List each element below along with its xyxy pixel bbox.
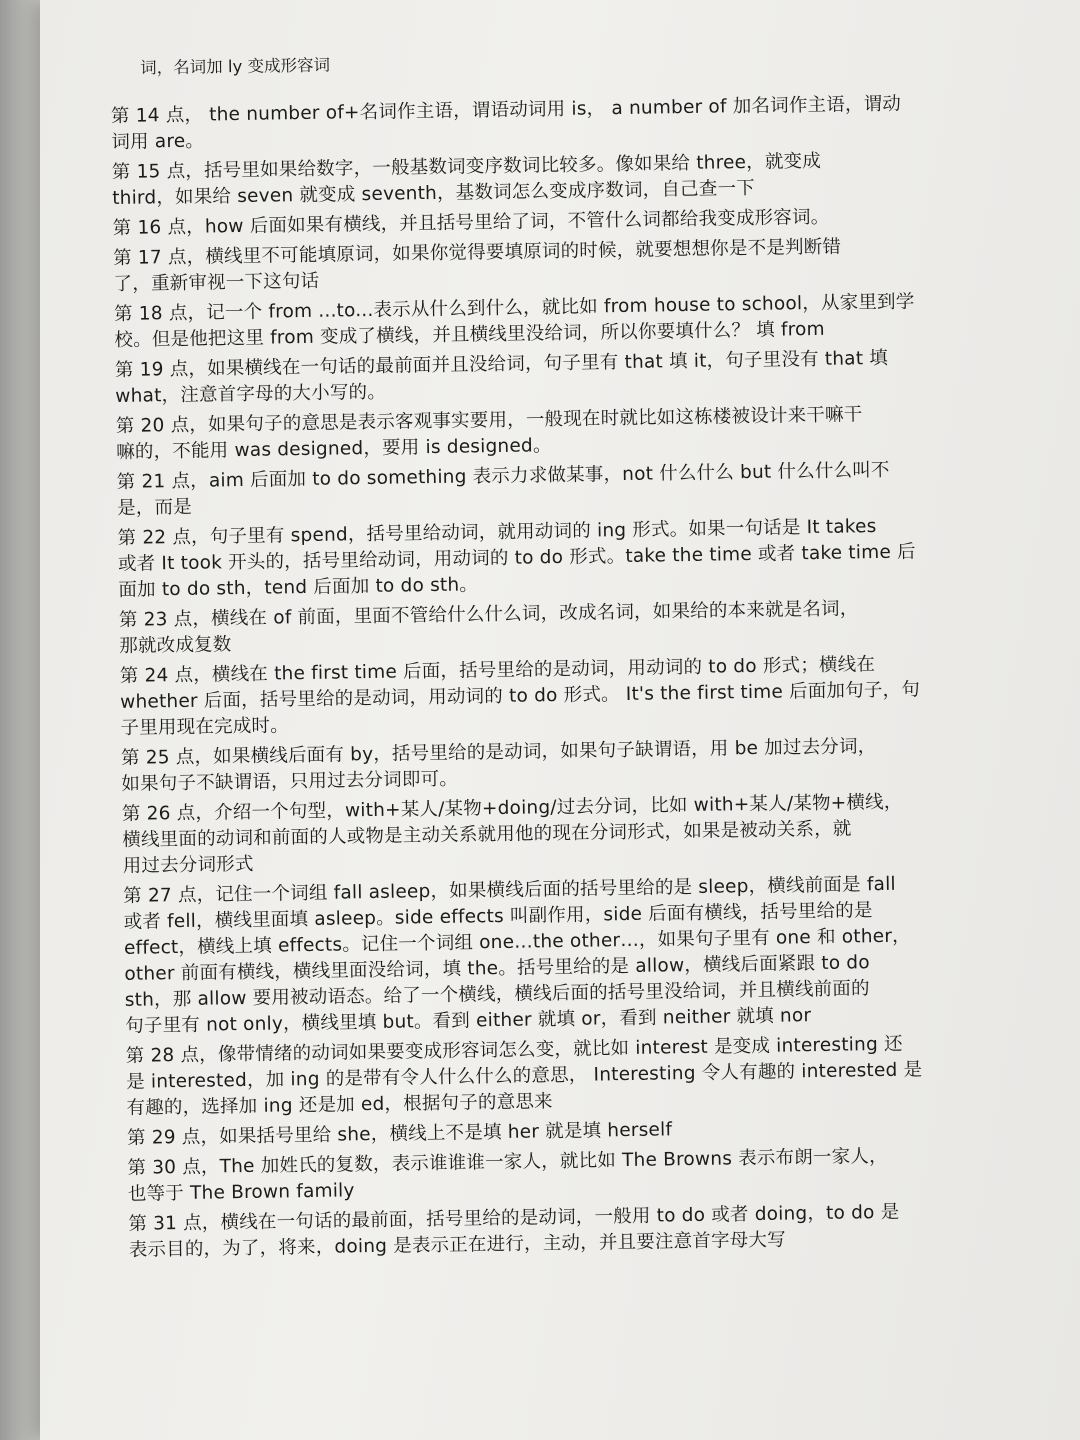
grammar-point-line: effect，横线上填 effects。记住一个词组 one…the other…，如果句子里有 one 和 other， [123, 925, 911, 959]
grammar-point-line: sth，那 allow 要用被动语态。给了一个横线，横线后面的括号里没给词，并且横线前面的 [124, 978, 870, 1011]
grammar-point [122, 788, 1028, 880]
grammar-point-line: 有趣的，选择加 ing 还是加 ed，根据句子的意思来 [126, 1091, 553, 1119]
grammar-point [121, 732, 1027, 798]
grammar-point [126, 1030, 1032, 1122]
grammar-point [117, 456, 1023, 522]
grammar-point [127, 1142, 1033, 1208]
grammar-point-line: 如果句子不缺谓语，只用过去分词即可。 [121, 768, 459, 795]
grammar-point-line: 第 25 点，如果横线后面有 by，括号里给的是动词，如果句子缺谓语，用 be 加过去分词， [120, 736, 877, 769]
grammar-point-line: 是 interested，加 ing 的是带有令人什么什么的意思， Interesting 令人有趣的 interested 是 [125, 1059, 923, 1093]
grammar-point-line: 第 31 点，横线在一句话的最前面，括号里给的是动词，一般用 to do 或者 doing，to do 是 [128, 1201, 900, 1235]
grammar-points-list [111, 90, 1034, 1264]
grammar-point-line: 第 23 点，横线在 of 前面，里面不管给什么什么词，改成名词，如果给的本来就是名词， [118, 598, 859, 631]
grammar-point [119, 594, 1025, 660]
grammar-point-line: 横线里面的动词和前面的人或物是主动关系就用他的现在分词形式，如果是被动关系，就 [122, 818, 852, 851]
grammar-point-line: 第 20 点，如果句子的意思是表示客观事实要用，一般现在时就比如这栋楼被设计来干嘛干 [115, 404, 863, 437]
book-spine-edge [0, 0, 40, 1440]
grammar-point [113, 232, 1019, 298]
grammar-point-line: 表示目的，为了，将来，doing 是表示正在进行，主动，并且要注意首字母大写 [128, 1229, 787, 1261]
grammar-point-line: 了，重新审视一下这句话 [113, 270, 320, 295]
grammar-point-line: 是，而是 [116, 496, 193, 519]
grammar-point [123, 870, 1030, 1040]
grammar-point-line: 子里用现在完成时。 [120, 715, 290, 739]
grammar-point-line: 面加 to do sth，tend 后面加 to do sth。 [118, 574, 479, 601]
document-body [110, 42, 1034, 1268]
grammar-point [111, 90, 1017, 156]
grammar-point-line: 用过去分词形式 [122, 853, 254, 877]
grammar-point-line: 第 15 点，括号里如果给数字，一般基数词变序数词比较多。像如果给 three，就变成 [111, 150, 822, 183]
grammar-point-line: 第 28 点，像带情绪的动词如果要变成形容词怎么变，就比如 interest 是变成 interesting 还 [125, 1033, 903, 1067]
grammar-point-line: 第 26 点，介绍一个句型，with+某人/某物+doing/过去分词，比如 with+某人/某物+横线， [121, 791, 903, 825]
grammar-point-line: 嘛的，不能用 was designed，要用 is designed。 [116, 435, 552, 463]
grammar-point-line: 第 19 点，如果横线在一句话的最前面并且没给词，句子里有 that 填 it，句子里没有 that 填 [114, 347, 889, 381]
grammar-point [128, 1198, 1034, 1264]
grammar-point-line: 第 24 点，横线在 the first time 后面，括号里给的是动词，用动词的 to do 形式；横线在 [119, 654, 876, 687]
grammar-point-line: 也等于 The Brown family [127, 1180, 355, 1205]
grammar-point-line: other 前面有横线，横线里面没给词，填 the。括号里给的是 allow，横线后面紧跟 to do [124, 952, 870, 985]
intro-line: 词，名词加 ly 变成形容词 [140, 55, 331, 78]
grammar-point-line: 第 21 点，aim 后面加 to do something 表示力求做某事，not 什么什么 but 什么什么叫不 [116, 459, 890, 493]
grammar-point-line: whether 后面，括号里给的是动词，用动词的 to do 形式。 It's the first time 后面加句子，句 [119, 679, 921, 713]
grammar-point-line: 或者 fell，横线里面填 asleep。side effects 叫副作用，side 后面有横线，括号里给的是 [123, 900, 873, 933]
grammar-point-line: 第 17 点，横线里不可能填原词，如果你觉得要填原词的时候，就要想想你是不是判断错 [113, 236, 842, 269]
grammar-point [115, 344, 1021, 410]
grammar-point [116, 400, 1022, 466]
grammar-point [114, 288, 1020, 354]
grammar-point-line: 第 16 点，how 后面如果有横线，并且括号里给了词，不管什么词都给我变成形容词。 [112, 206, 830, 239]
grammar-point-line: 词用 are。 [111, 130, 205, 153]
grammar-point-line: 第 14 点， the number of+名词作主语，谓语动词用 is， a number of 加名词作主语，谓动 [110, 93, 902, 127]
grammar-point-line: 或者 It took 开头的，括号里给动词，用动词的 to do 形式。take the time 或者 take time 后 [117, 541, 916, 575]
grammar-point-line: third，如果给 seven 就变成 seventh，基数词怎么变成序数词，自己查一下 [112, 177, 756, 209]
document-page [40, 0, 1080, 1440]
grammar-point-line: 那就改成复数 [119, 634, 232, 657]
grammar-point-line: 第 30 点，The 加姓氏的复数，表示谁谁谁一家人，就比如 The Browns 表示布朗一家人， [127, 1145, 888, 1179]
grammar-point-line: 句子里有 not only，横线里填 but。看到 either 就填 or，看到 neither 就填 nor [125, 1005, 812, 1037]
grammar-point-line: 校。但是他把这里 from 变成了横线，并且横线里没给词，所以你要填什么？ 填 from [114, 318, 825, 351]
grammar-point [117, 512, 1023, 604]
grammar-point-line: 第 29 点，如果括号里给 she，横线上不是填 her 就是填 herself [126, 1119, 673, 1149]
grammar-point [112, 146, 1018, 212]
grammar-point-line: 第 22 点，句子里有 spend，括号里给动词，就用动词的 ing 形式。如果一句话是 It takes [117, 516, 877, 549]
grammar-point-line: 第 27 点，记住一个词组 fall asleep，如果横线后面的括号里给的是 sleep，横线前面是 fall [123, 873, 896, 907]
grammar-point [120, 650, 1026, 742]
grammar-point-line: 第 18 点，记一个 from ...to...表示从什么到什么，就比如 from house to school，从家里到学 [113, 291, 915, 325]
grammar-point-line: what，注意首字母的大小写的。 [115, 381, 387, 407]
